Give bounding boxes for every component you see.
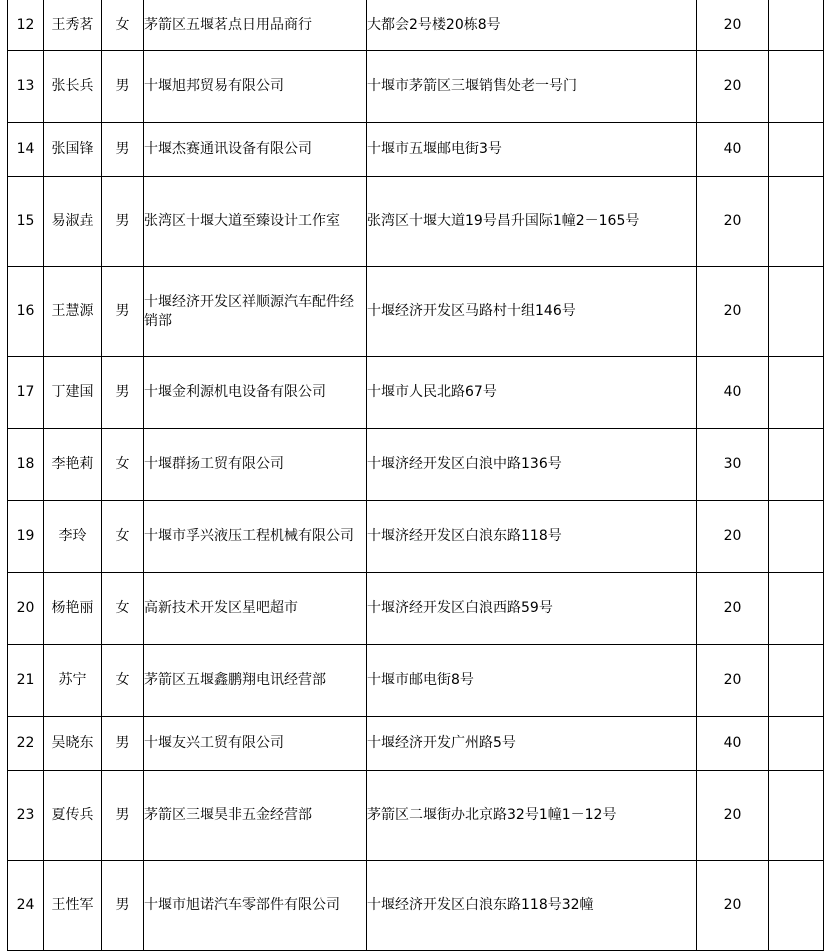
person-sex: 女 <box>102 429 144 501</box>
row-number: 22 <box>8 717 44 771</box>
row-number: 24 <box>8 861 44 951</box>
person-sex: 女 <box>102 645 144 717</box>
amount: 20 <box>697 51 769 123</box>
table-row <box>8 123 824 177</box>
unit-address: 十堰济经开发区白浪东路118号 <box>367 501 697 573</box>
unit-address: 张湾区十堰大道19号昌升国际1幢2－165号 <box>367 177 697 267</box>
person-name: 丁建国 <box>44 357 102 429</box>
remark-cell <box>769 0 824 51</box>
remark-cell <box>769 861 824 951</box>
amount: 30 <box>697 429 769 501</box>
table-row <box>8 573 824 645</box>
person-name: 李艳莉 <box>44 429 102 501</box>
amount: 20 <box>697 177 769 267</box>
unit-address: 十堰济经开发区白浪中路136号 <box>367 429 697 501</box>
unit-address: 十堰市邮电街8号 <box>367 645 697 717</box>
person-name: 易淑垚 <box>44 177 102 267</box>
person-sex: 女 <box>102 573 144 645</box>
amount: 40 <box>697 357 769 429</box>
person-sex: 男 <box>102 177 144 267</box>
person-sex: 男 <box>102 267 144 357</box>
person-sex: 男 <box>102 717 144 771</box>
remark-cell <box>769 51 824 123</box>
amount: 20 <box>697 267 769 357</box>
person-name: 杨艳丽 <box>44 573 102 645</box>
row-number: 19 <box>8 501 44 573</box>
person-sex: 女 <box>102 501 144 573</box>
amount: 20 <box>697 501 769 573</box>
work-unit: 十堰金利源机电设备有限公司 <box>144 357 367 429</box>
amount: 40 <box>697 123 769 177</box>
table-row <box>8 429 824 501</box>
person-sex: 男 <box>102 123 144 177</box>
remark-cell <box>769 573 824 645</box>
row-number: 21 <box>8 645 44 717</box>
unit-address: 茅箭区二堰街办北京路32号1幢1－12号 <box>367 771 697 861</box>
person-name: 张长兵 <box>44 51 102 123</box>
person-name: 王秀茗 <box>44 0 102 51</box>
remark-cell <box>769 123 824 177</box>
remark-cell <box>769 501 824 573</box>
person-name: 吴晓东 <box>44 717 102 771</box>
remark-cell <box>769 267 824 357</box>
table-row <box>8 0 824 51</box>
row-number: 20 <box>8 573 44 645</box>
unit-address: 十堰济经开发区白浪西路59号 <box>367 573 697 645</box>
person-name: 王慧源 <box>44 267 102 357</box>
amount: 20 <box>697 771 769 861</box>
unit-address: 十堰经济开发区白浪东路118号32幢 <box>367 861 697 951</box>
remark-cell <box>769 357 824 429</box>
work-unit: 十堰市旭诺汽车零部件有限公司 <box>144 861 367 951</box>
person-name: 张国锋 <box>44 123 102 177</box>
person-sex: 男 <box>102 861 144 951</box>
table-row <box>8 717 824 771</box>
work-unit: 高新技术开发区星吧超市 <box>144 573 367 645</box>
table-row <box>8 645 824 717</box>
table-row <box>8 501 824 573</box>
work-unit: 茅箭区五堰鑫鹏翔电讯经营部 <box>144 645 367 717</box>
person-sex: 女 <box>102 0 144 51</box>
row-number: 14 <box>8 123 44 177</box>
row-number: 12 <box>8 0 44 51</box>
amount: 40 <box>697 717 769 771</box>
row-number: 16 <box>8 267 44 357</box>
remark-cell <box>769 645 824 717</box>
table-row <box>8 357 824 429</box>
row-number: 18 <box>8 429 44 501</box>
table-row <box>8 177 824 267</box>
unit-address: 大都会2号楼20栋8号 <box>367 0 697 51</box>
amount: 20 <box>697 0 769 51</box>
row-number: 17 <box>8 357 44 429</box>
unit-address: 十堰经济开发广州路5号 <box>367 717 697 771</box>
work-unit: 张湾区十堰大道至臻设计工作室 <box>144 177 367 267</box>
row-number: 23 <box>8 771 44 861</box>
roster-table <box>7 0 824 951</box>
work-unit: 十堰旭邦贸易有限公司 <box>144 51 367 123</box>
row-number: 15 <box>8 177 44 267</box>
work-unit: 十堰友兴工贸有限公司 <box>144 717 367 771</box>
person-name: 苏宁 <box>44 645 102 717</box>
table-row <box>8 267 824 357</box>
amount: 20 <box>697 573 769 645</box>
person-sex: 男 <box>102 357 144 429</box>
unit-address: 十堰市五堰邮电街3号 <box>367 123 697 177</box>
unit-address: 十堰经济开发区马路村十组146号 <box>367 267 697 357</box>
work-unit: 十堰杰赛通讯设备有限公司 <box>144 123 367 177</box>
table-row <box>8 771 824 861</box>
unit-address: 十堰市茅箭区三堰销售处老一号门 <box>367 51 697 123</box>
person-sex: 男 <box>102 771 144 861</box>
work-unit: 茅箭区五堰茗点日用品商行 <box>144 0 367 51</box>
person-name: 夏传兵 <box>44 771 102 861</box>
work-unit: 十堰群扬工贸有限公司 <box>144 429 367 501</box>
person-name: 王性军 <box>44 861 102 951</box>
remark-cell <box>769 771 824 861</box>
unit-address: 十堰市人民北路67号 <box>367 357 697 429</box>
work-unit: 十堰市孚兴液压工程机械有限公司 <box>144 501 367 573</box>
work-unit: 十堰经济开发区祥顺源汽车配件经销部 <box>144 267 367 357</box>
row-number: 13 <box>8 51 44 123</box>
remark-cell <box>769 177 824 267</box>
person-sex: 男 <box>102 51 144 123</box>
amount: 20 <box>697 645 769 717</box>
person-name: 李玲 <box>44 501 102 573</box>
remark-cell <box>769 717 824 771</box>
amount: 20 <box>697 861 769 951</box>
table-row <box>8 51 824 123</box>
work-unit: 茅箭区三堰昊非五金经营部 <box>144 771 367 861</box>
remark-cell <box>769 429 824 501</box>
table-row <box>8 861 824 951</box>
